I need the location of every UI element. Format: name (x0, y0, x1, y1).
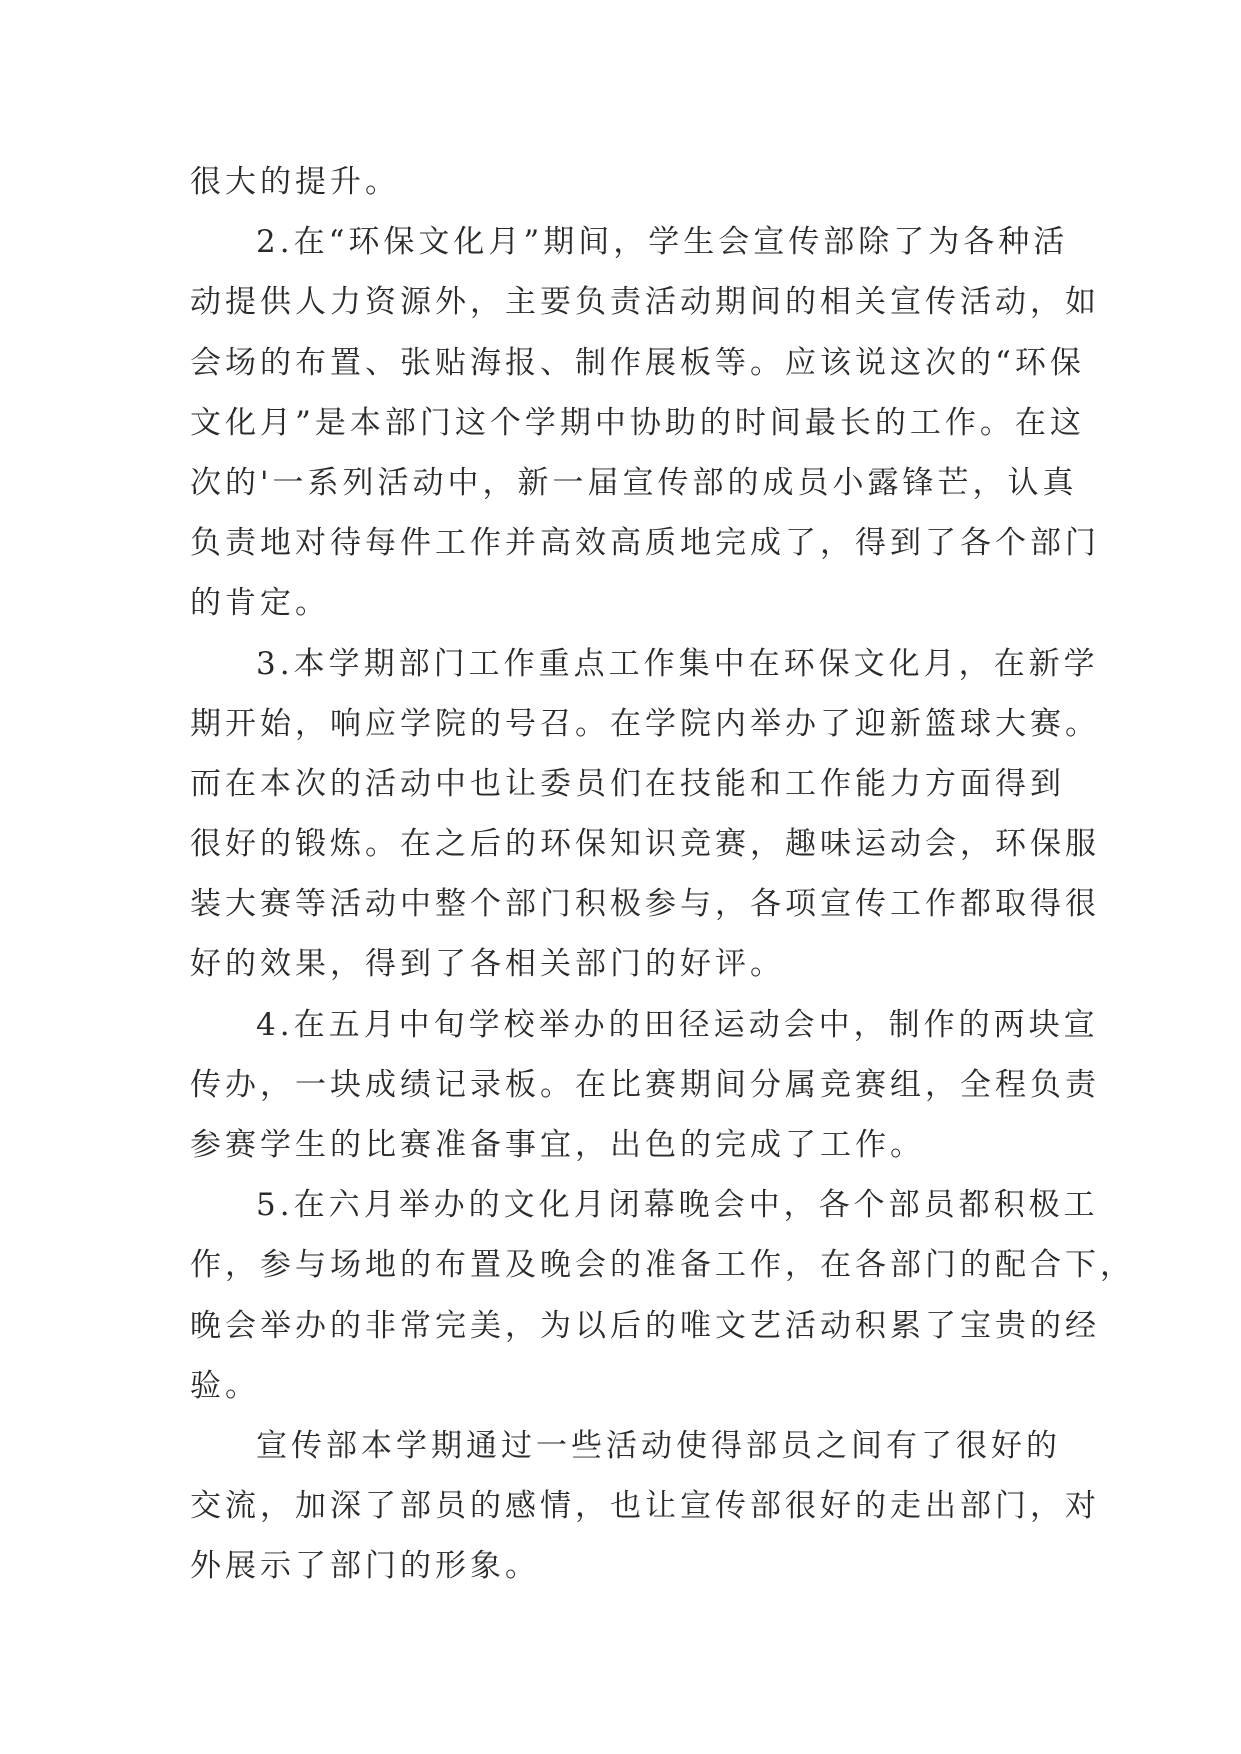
paragraph-item-4 (190, 995, 1100, 1176)
text-line: 而在本次的活动中也让委员们在技能和工作能力方面得到 (190, 765, 1065, 802)
text-line: 动提供人力资源外，主要负责活动期间的相关宣传活动，如 (190, 284, 1100, 321)
text-line: 好的效果，得到了各相关部门的好评。 (190, 946, 785, 983)
text-line: 3.本学期部门工作重点工作集中在环保文化月，在新学 (256, 645, 1099, 682)
text-line: 的肯定。 (190, 585, 330, 622)
text-line: 4.在五月中旬学校举办的田径运动会中，制作的两块宣 (256, 1006, 1099, 1043)
text-line: 很好的锻炼。在之后的环保知识竞赛，趣味运动会，环保服 (190, 826, 1100, 863)
text-line: 会场的布置、张贴海报、制作展板等。应该说这次的“环保 (190, 344, 1085, 381)
text-line: 作，参与场地的布置及晚会的准备工作，在各部门的配合下， (190, 1247, 1135, 1284)
text-line: 宣传部本学期通过一些活动使得部员之间有了很好的 (256, 1427, 1061, 1464)
text-line: 验。 (190, 1367, 260, 1404)
text-line: 装大赛等活动中整个部门积极参与，各项宣传工作都取得很 (190, 886, 1100, 923)
paragraph-item-3 (190, 634, 1100, 995)
paragraph-item-2 (190, 212, 1100, 633)
text-line: 2.在“环保文化月”期间，学生会宣传部除了为各种活 (256, 224, 1069, 261)
text-line: 次的'一系列活动中，新一届宣传部的成员小露锋芒，认真 (190, 464, 1078, 501)
text-line: 晚会举办的非常完美，为以后的唯文艺活动积累了宝贵的经 (190, 1307, 1100, 1344)
text-line: 期开始，响应学院的号召。在学院内举办了迎新篮球大赛。 (190, 705, 1100, 742)
text-line: 外展示了部门的形象。 (190, 1548, 540, 1585)
text-line: 交流，加深了部员的感情，也让宣传部很好的走出部门，对 (190, 1488, 1100, 1525)
paragraph-intro-tail (190, 152, 1090, 212)
document-body (190, 152, 1135, 1597)
paragraph-summary (190, 1416, 1100, 1597)
text-line: 很大的提升。 (190, 164, 400, 200)
text-line: 5.在六月举办的文化月闭幕晚会中，各个部员都积极工 (256, 1187, 1099, 1224)
text-line: 文化月”是本部门这个学期中协助的时间最长的工作。在这 (190, 404, 1085, 441)
text-line: 参赛学生的比赛准备事宜，出色的完成了工作。 (190, 1127, 925, 1163)
text-line: 传办，一块成绩记录板。在比赛期间分属竞赛组，全程负责 (190, 1066, 1100, 1103)
text-line: 负责地对待每件工作并高效高质地完成了，得到了各个部门 (190, 525, 1100, 562)
paragraph-item-5 (190, 1175, 1135, 1416)
